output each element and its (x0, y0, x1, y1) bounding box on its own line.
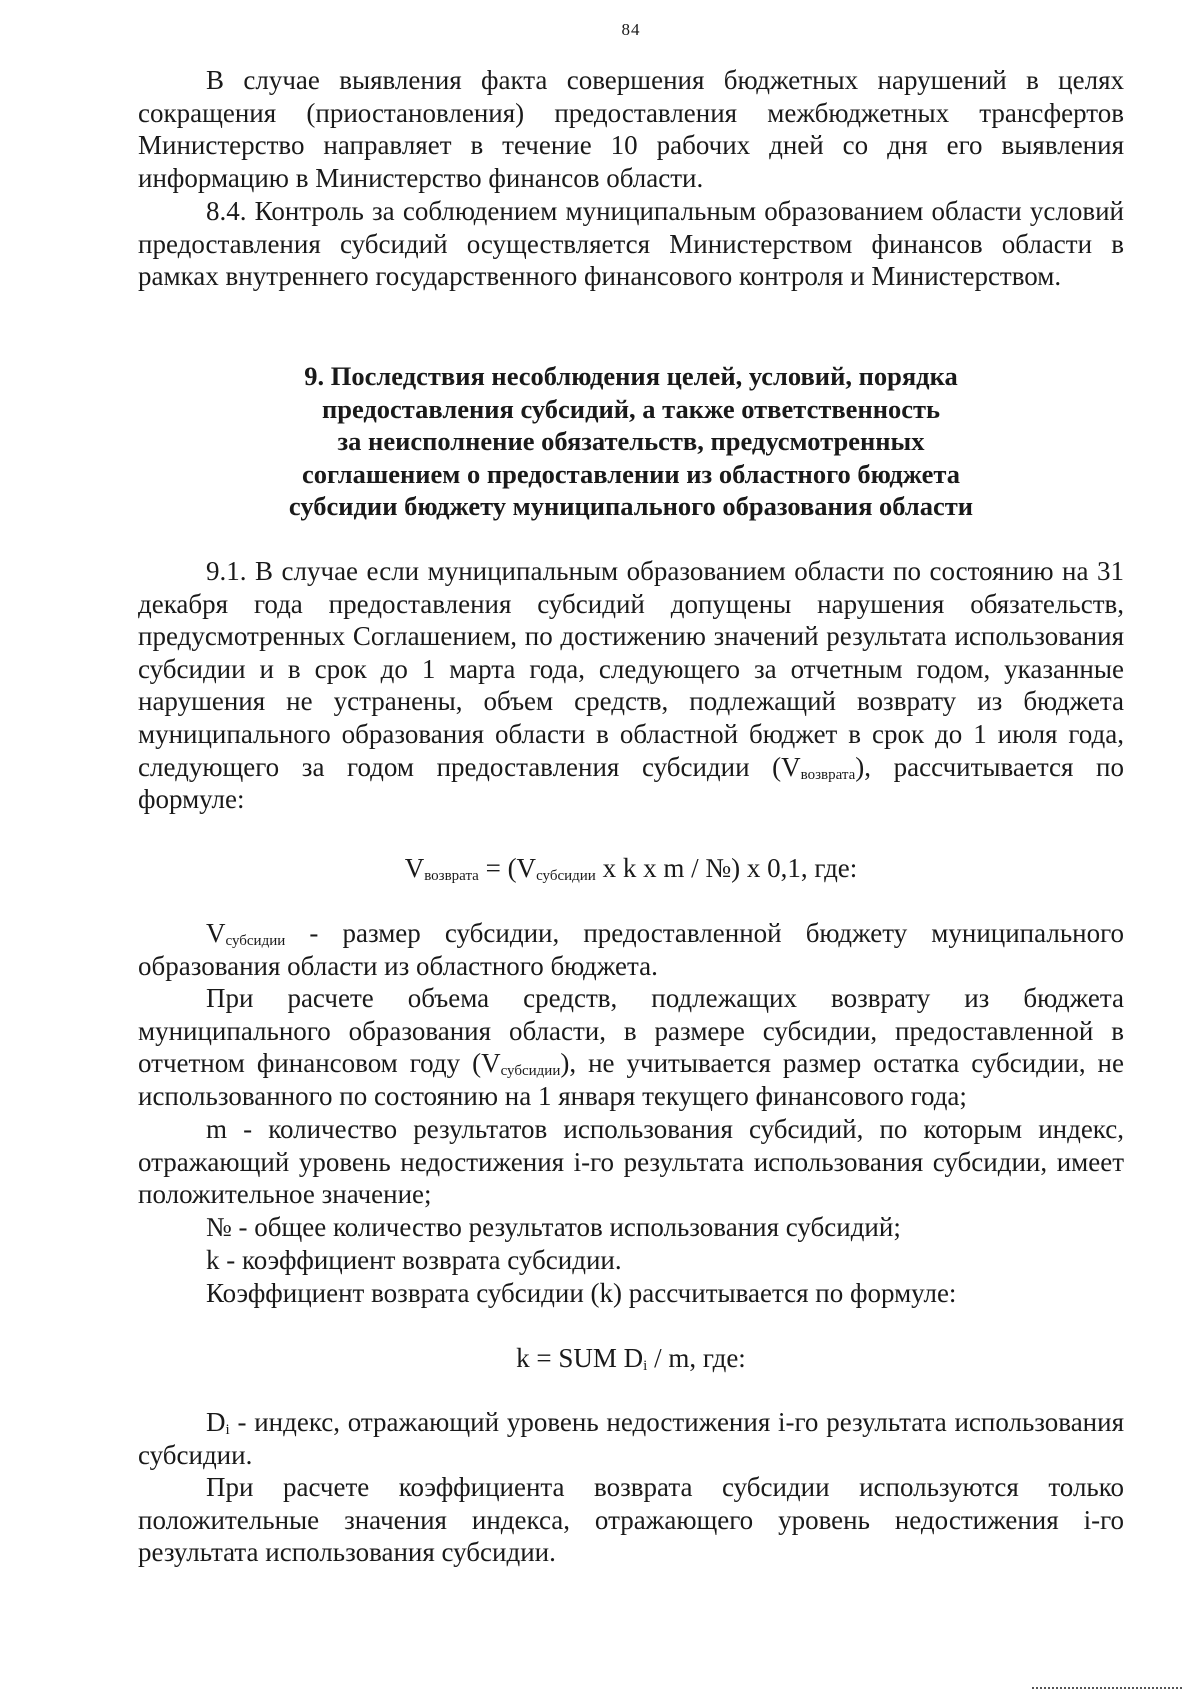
section-heading (138, 360, 1124, 523)
paragraph-8-4: 8.4. Контроль за соблюдением муниципальным образованием области условий предоставления субсидий осуществляется Министерством финансов области в рамках внутреннего государственного финансового контроля и Министерством. (138, 196, 1124, 292)
subscript: субсидии (536, 868, 596, 884)
section-heading-line: предоставления субсидий, а также ответственность (321, 393, 941, 424)
formula-symbol: V (404, 853, 425, 883)
paragraph-9-1-text: 9.1. В случае если муниципальным образованием области по состоянию на 31 декабря года предоставления субсидий допущены нарушения обязательств, предусмотренных Соглашением, по достижению значений результата использования субсидии и в срок до 1 марта года, следующего за отчетным годом, указанные нарушения не устранены, объем средств, подлежащий возврату из бюджета муниципального образования области в областной бюджет в срок до 1 июля года, следующего за годом предоставления субсидии (V (138, 556, 1124, 782)
definition-n: № - общее количество результатов использования субсидий; (206, 1212, 901, 1242)
symbol: V (206, 918, 226, 948)
subscript: субсидии (500, 1063, 561, 1080)
definition-text: - индекс, отражающий уровень недостижения i-го результата использования субсидии. (138, 1407, 1124, 1470)
section-heading-line: соглашением о предоставлении из областного бюджета (302, 458, 960, 489)
definition-d (138, 1406, 1124, 1471)
section-heading-line: субсидии бюджету муниципального образования области (288, 491, 974, 522)
paragraph-9-1-tail: ), рассчитывается по формуле: (138, 751, 1124, 815)
paragraph-calculation-tail: ), не учитывается размер остатка субсидии, не использованного по состоянию на 1 января текущего финансового года; (138, 1048, 1124, 1111)
subscript: субсидии (225, 933, 286, 949)
section-heading-line: 9. Последствия несоблюдения целей, условий, порядка (304, 361, 958, 391)
subscript: возврата (800, 766, 856, 783)
symbol: D (206, 1407, 226, 1437)
paragraph-intro: В случае выявления факта совершения бюджетных нарушений в целях сокращения (приостановления) предоставления межбюджетных трансфертов Министерство направляет в течение 10 рабочих дней со дня его выявления информацию в Министерство финансов области. (138, 65, 1124, 193)
formula-part: x k x m / №) x 0,1, где: (595, 853, 858, 883)
definition-k: k - коэффициент возврата субсидии. (206, 1245, 622, 1275)
paragraph-k-formula: Коэффициент возврата субсидии (k) рассчитывается по формуле: (206, 1278, 957, 1308)
page-number: 84 (621, 20, 641, 39)
paragraph-calculation (138, 982, 1124, 1112)
definition-v-subsidy (138, 917, 1124, 982)
subscript: i (643, 1358, 648, 1374)
definition-text: - размер субсидии, предоставленной бюджету муниципального образования области из областного бюджета. (138, 918, 1124, 981)
paragraph-9-1 (138, 555, 1124, 816)
formula-k (138, 1342, 1124, 1374)
paragraph-last: При расчете коэффициента возврата субсидии используются только положительные значения индекса, отражающего уровень недостижения i-го результата использования субсидии. (138, 1472, 1124, 1568)
definition-m: m - количество результатов использования субсидий, по которым индекс, отражающий уровень недостижения i-го результата использования субсидии, имеет положительное значение; (138, 1114, 1124, 1210)
subscript: i (225, 1422, 230, 1438)
formula-v-return (138, 852, 1124, 884)
scan-edge-mark (1032, 1687, 1182, 1697)
paragraph-calculation-text: При расчете объема средств, подлежащих возврату из бюджета муниципального образования области, в размере субсидии, предоставленной в отчетном финансовом году (V (138, 983, 1124, 1079)
subscript: возврата (424, 868, 479, 884)
formula-part: k = SUM D (516, 1343, 644, 1373)
formula-part: = (V (478, 853, 537, 883)
formula-part: / m, где: (647, 1343, 746, 1373)
section-heading-line: за неисполнение обязательств, предусмотренных (337, 426, 925, 457)
